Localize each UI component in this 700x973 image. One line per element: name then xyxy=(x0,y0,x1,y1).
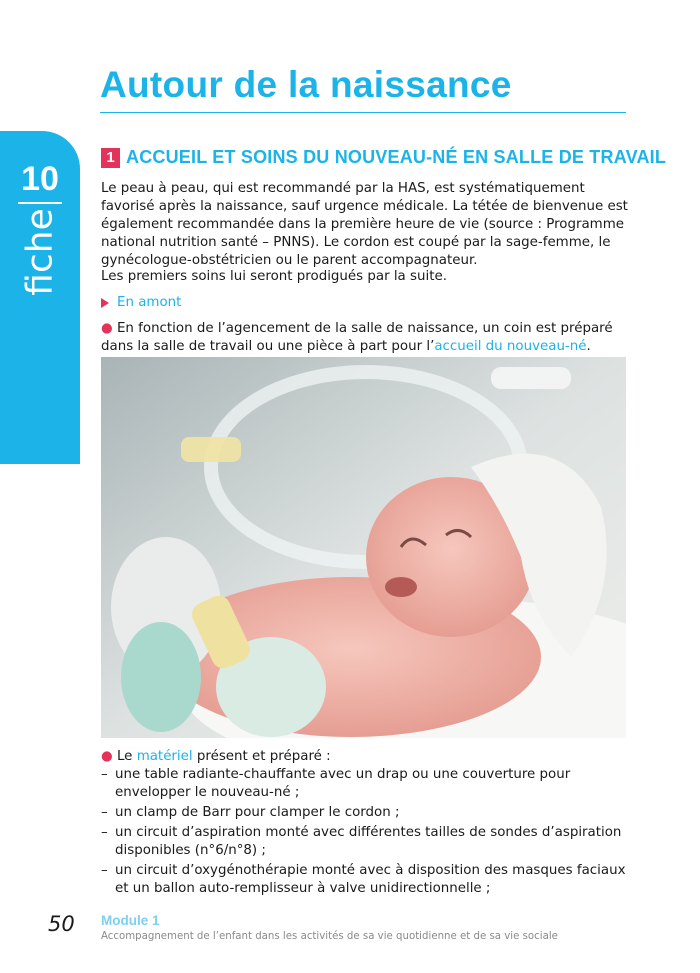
highlight-term: accueil du nouveau-né xyxy=(434,339,587,354)
bullet-paragraph-material xyxy=(101,748,631,766)
module-title: Module 1 xyxy=(101,913,160,928)
newborn-photo xyxy=(101,357,626,738)
material-list xyxy=(101,766,631,900)
bullet-text: En fonction de l’agencement de la salle de naissance, un coin est préparé dans la salle de travail ou une pièce à part pour l’ xyxy=(101,321,613,354)
intro-paragraph: Le peau à peau, qui est recommandé par la HAS, est systématiquement favorisé après la naissance, sauf urgence médicale. La tétée de bienvenue est également recommandée dans la première heure de vie (source : Programme national nutrition santé – PNNS). Le cordon est coupé par la sage-femme, le gynécologue-obstétricien ou le parent accompagnateur. xyxy=(101,181,628,268)
list-item: – une table radiante-chauffante avec un drap ou une couverture pour envelopper le nouveau-né ; xyxy=(101,766,631,802)
page-number: 50 xyxy=(48,912,75,936)
page-title: Autour de la naissance xyxy=(100,64,512,105)
bullet-dot-icon: ● xyxy=(101,749,113,764)
triangle-marker-icon xyxy=(101,298,109,308)
section-heading xyxy=(101,147,666,168)
section-title: ACCUEIL ET SOINS DU NOUVEAU-NÉ EN SALLE DE TRAVAIL xyxy=(126,147,667,167)
highlight-term: matériel xyxy=(136,749,193,764)
bullet-paragraph-location xyxy=(101,320,631,356)
newborn-illustration xyxy=(101,357,626,738)
care-paragraph: Les premiers soins lui seront prodigués par la suite. xyxy=(101,269,447,284)
section-number: 1 xyxy=(101,148,120,168)
list-item: – un clamp de Barr pour clamper le cordon ; xyxy=(101,804,631,822)
list-item: – un circuit d’oxygénothérapie monté avec à disposition des masques faciaux et un ballon auto-remplisseur à valve unidirectionnelle ; xyxy=(101,862,631,898)
bullet-text-end: . xyxy=(586,339,591,354)
bullet-text: Le xyxy=(116,749,137,764)
title-rule xyxy=(100,112,626,113)
list-item: – un circuit d’aspiration monté avec différentes tailles de sondes d’aspiration disponibles (n°6/n°8) ; xyxy=(101,824,631,860)
fiche-number: 10 xyxy=(21,160,59,198)
subheading-label: En amont xyxy=(117,295,182,310)
bullet-dot-icon: ● xyxy=(101,321,113,336)
subheading xyxy=(101,295,181,310)
fiche-label: fiche xyxy=(19,208,61,296)
module-subtitle: Accompagnement de l’enfant dans les activités de sa vie quotidienne et de sa vie sociale xyxy=(101,931,558,942)
tab-divider xyxy=(18,202,62,204)
bullet-text-end: présent et préparé : xyxy=(192,749,331,764)
